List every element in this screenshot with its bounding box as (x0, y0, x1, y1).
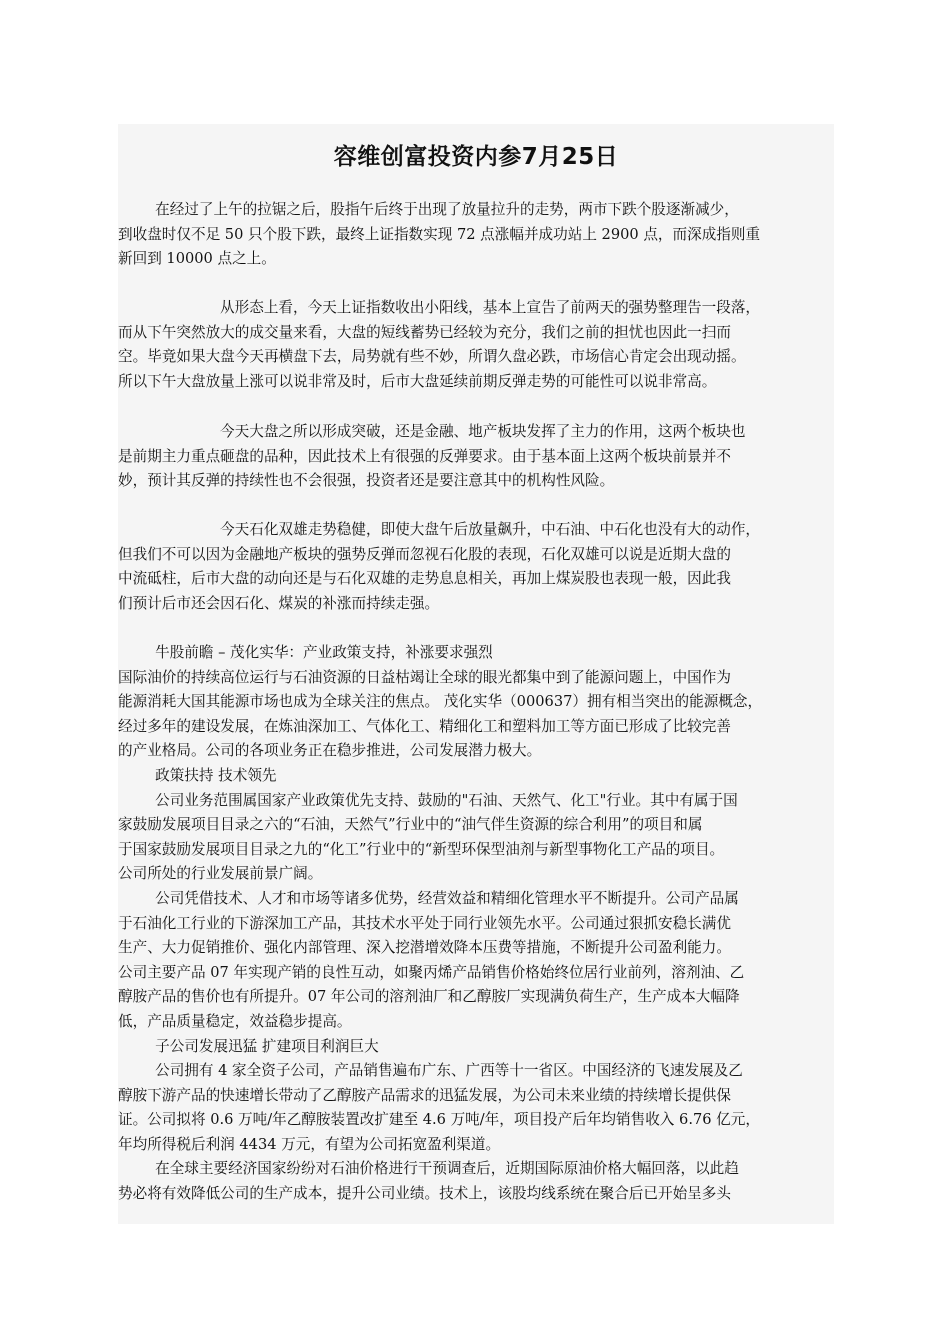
text-line: 妙，预计其反弹的持续性也不会很强，投资者还是要注意其中的机构性风险。 (118, 472, 615, 490)
text-line: 在全球主要经济国家纷纷对石油价格进行干预调查后，近期国际原油价格大幅回落，以此趋 (118, 1160, 739, 1178)
paragraph-sector-analysis (118, 420, 834, 494)
text-line: 今天大盘之所以形成突破，还是金融、地产板块发挥了主力的作用，这两个板块也 (118, 423, 746, 440)
text-line: 中流砥柱，后市大盘的动向还是与石化双雄的走势息息相关，再加上煤炭股也表现一般，因此我 (118, 570, 731, 588)
text-line: 们预计后市还会因石化、煤炭的补涨而持续走强。 (118, 594, 440, 612)
text-line: 证。公司拟将 0.6 万吨/年乙醇胺装置改扩建至 4.6 万吨/年，项目投产后年均销售收入 6.76 亿元， (118, 1111, 760, 1129)
text-line: 政策扶持 技术领先 (118, 766, 277, 784)
text-line: 空。毕竟如果大盘今天再横盘下去，局势就有些不妙，所谓久盘必跌，市场信心肯定会出现动摇。 (118, 348, 746, 366)
text-line: 从形态上看，今天上证指数收出小阳线，基本上宣告了前两天的强势整理告一段落， (118, 299, 761, 316)
text-line: 家鼓励发展项目目录之六的“石油，天然气”行业中的“油气伴生资源的综合利用”的项目和属 (118, 816, 703, 834)
text-line: 国际油价的持续高位运行与石油资源的日益枯竭让全球的眼光都集中到了能源问题上，中国作为 (118, 668, 731, 686)
paragraph-technical-view (118, 296, 834, 394)
text-line: 低，产品质量稳定，效益稳步提高。 (118, 1012, 352, 1030)
text-line: 到收盘时仅不足 50 只个股下跌，最终上证指数实现 72 点涨幅并成功站上 2900 点，而深成指则重 (118, 225, 761, 243)
text-line: 生产、大力促销推价、强化内部管理、深入挖潜增效降本压费等措施，不断提升公司盈利能力。 (118, 939, 731, 957)
section-stock-preview (118, 641, 834, 1207)
text-line: 所以下午大盘放量上涨可以说非常及时，后市大盘延续前期反弹走势的可能性可以说非常高。 (118, 372, 717, 390)
document-title: 容维创富投资内参7月25日 (333, 144, 619, 170)
paragraph-petrochemical (118, 518, 834, 616)
text-line: 经过多年的建设发展，在炼油深加工、气体化工、精细化工和塑料加工等方面已形成了比较完善 (118, 717, 731, 735)
text-line: 在经过了上午的拉锯之后，股指午后终于出现了放量拉升的走势，两市下跌个股逐渐减少， (118, 201, 739, 218)
text-line: 醇胺下游产品的快速增长带动了乙醇胺产品需求的迅猛发展，为公司未来业绩的持续增长提供保 (118, 1086, 731, 1104)
text-line: 的产业格局。公司的各项业务正在稳步推进，公司发展潜力极大。 (118, 742, 542, 760)
document-page (118, 124, 834, 1224)
text-line: 于石油化工行业的下游深加工产品，其技术水平处于同行业领先水平。公司通过狠抓安稳长满优 (118, 914, 731, 932)
text-line: 今天石化双雄走势稳健，即使大盘午后放量飙升，中石油、中石化也没有大的动作， (118, 521, 761, 538)
text-line: 醇胺产品的售价也有所提升。07 年公司的溶剂油厂和乙醇胺厂实现满负荷生产，生产成本大幅降 (118, 988, 740, 1006)
text-line: 公司业务范围属国家产业政策优先支持、鼓励的"石油、天然气、化工"行业。其中有属于国 (118, 791, 738, 809)
text-line: 于国家鼓励发展项目目录之九的“化工”行业中的“新型环保型油剂与新型事物化工产品的项目。 (118, 840, 725, 858)
text-line: 能源消耗大国其能源市场也成为全球关注的焦点。 茂化实华（000637）拥有相当突出的能源概念， (118, 693, 763, 711)
text-line: 公司主要产品 07 年实现产销的良性互动，如聚丙烯产品销售价格始终位居行业前列，溶剂油、乙 (118, 963, 745, 981)
text-line: 公司所处的行业发展前景广阔。 (118, 865, 323, 883)
text-line: 牛股前瞻 – 茂化实华：产业政策支持，补涨要求强烈 (118, 644, 493, 661)
text-line: 公司凭借技术、人才和市场等诸多优势，经营效益和精细化管理水平不断提升。公司产品属 (118, 889, 739, 907)
paragraph-market-summary (118, 198, 834, 272)
text-line: 而从下午突然放大的成交量来看，大盘的短线蓄势已经较为充分，我们之前的担忧也因此一扫而 (118, 323, 731, 341)
text-line: 新回到 10000 点之上。 (118, 250, 276, 268)
text-line: 但我们不可以因为金融地产板块的强势反弹而忽视石化股的表现，石化双雄可以说是近期大盘的 (118, 545, 731, 563)
text-line: 年均所得税后利润 4434 万元，有望为公司拓宽盈利渠道。 (118, 1135, 501, 1153)
text-line: 势必将有效降低公司的生产成本，提升公司业绩。技术上，该股均线系统在聚合后已开始呈多头 (118, 1185, 731, 1203)
text-line: 子公司发展迅猛 扩建项目利润巨大 (118, 1037, 379, 1055)
text-line: 公司拥有 4 家全资子公司，产品销售遍布广东、广西等十一省区。中国经济的飞速发展及乙 (118, 1062, 743, 1080)
text-line: 是前期主力重点砸盘的品种，因此技术上有很强的反弹要求。由于基本面上这两个板块前景并不 (118, 447, 731, 465)
